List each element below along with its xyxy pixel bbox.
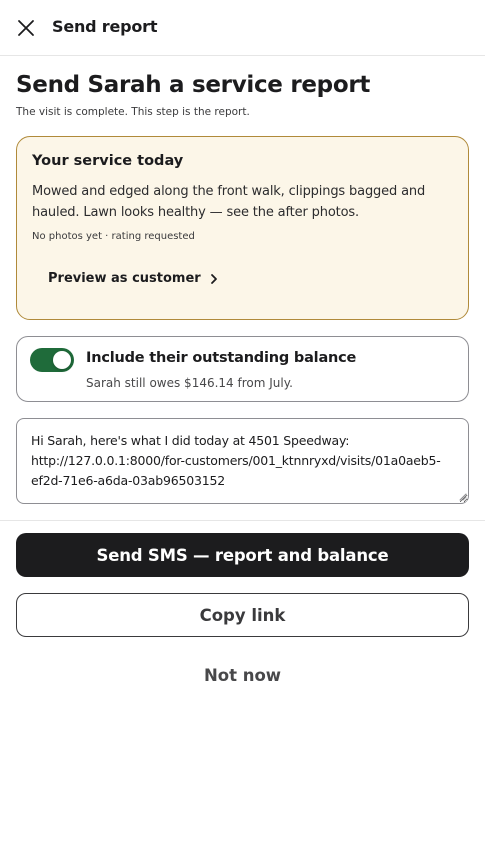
toggle-knob xyxy=(53,351,71,369)
send-sms-button[interactable]: Send SMS — report and balance xyxy=(16,533,469,577)
balance-note: Sarah still owes $146.14 from July. xyxy=(86,376,293,390)
include-balance-toggle[interactable] xyxy=(30,348,74,372)
summary-meta: No photos yet · rating requested xyxy=(32,231,195,242)
balance-toggle-label: Include their outstanding balance xyxy=(86,350,357,366)
summary-body: Mowed and edged along the front walk, clippings bagged and hauled. Lawn looks healthy — see the after photos. xyxy=(32,184,426,220)
page-title: Send Sarah a service report xyxy=(16,72,371,98)
top-bar xyxy=(0,0,485,56)
preview-as-customer-link[interactable] xyxy=(48,271,219,286)
resize-handle-icon[interactable] xyxy=(457,491,467,501)
service-summary-card xyxy=(16,136,469,320)
divider xyxy=(0,520,485,521)
summary-heading: Your service today xyxy=(32,153,184,169)
top-bar-title: Send report xyxy=(52,17,158,36)
preview-link-label: Preview as customer xyxy=(48,271,201,286)
copy-link-button[interactable]: Copy link xyxy=(16,593,469,637)
sms-message-field[interactable] xyxy=(16,418,469,504)
close-icon xyxy=(14,16,38,40)
balance-option-card xyxy=(16,336,469,402)
page-subtitle: The visit is complete. This step is the report. xyxy=(16,106,250,118)
close-button[interactable] xyxy=(14,16,38,40)
not-now-button[interactable]: Not now xyxy=(16,660,469,690)
chevron-right-icon xyxy=(209,273,219,285)
